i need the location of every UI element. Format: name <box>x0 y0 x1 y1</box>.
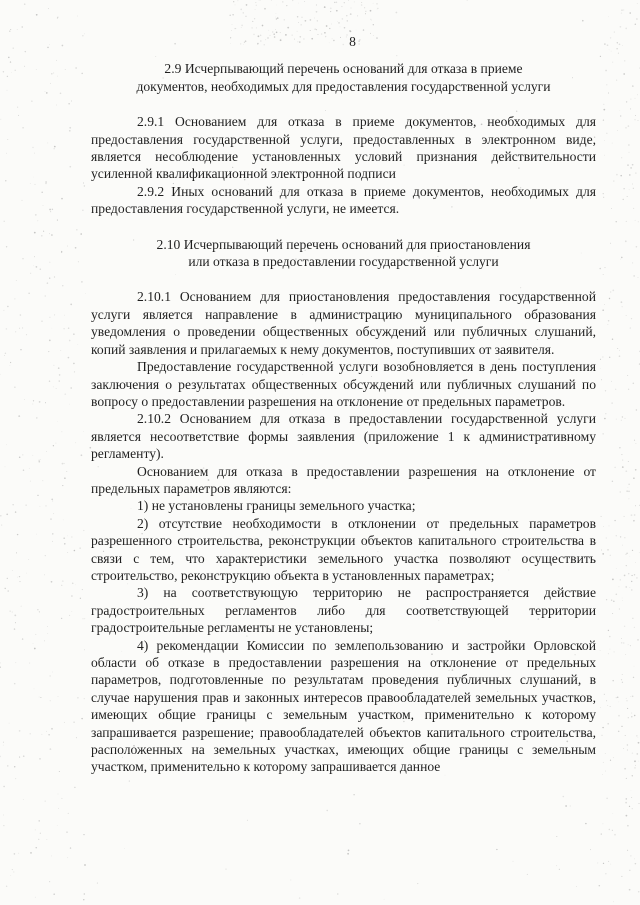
page-number: 8 <box>349 34 356 49</box>
heading-line: 2.9 Исчерпывающий перечень оснований для отказа в приеме <box>164 61 523 77</box>
heading-line: или отказа в предоставлении государственной услуги <box>188 254 499 270</box>
heading-line: 2.10 Исчерпывающий перечень оснований для приостановления <box>156 236 531 252</box>
heading-line: документов, необходимых для предоставления государственной услуги <box>136 78 551 94</box>
list-item-4: 4) рекомендации Комиссии по землепользованию и застройки Орловской области об отказе в предоставлении разрешения на отклонение от предельных параметров, подготовленные по результатам проведения публичных слушаний, в случае нарушения прав и законных интересов правообладателей земельных участков, имеющих общие границы с земельным участком, применительно к которому запрашивается разрешение; правообладателей объектов капитального строительства, расположенных на земельных участках, имеющих общие границы с земельным участком, применительно к которому запрашивается данное <box>91 637 596 775</box>
list-item-2: 2) отсутствие необходимости в отклонении от предельных параметров разрешенного строительства, реконструкции объектов капитального строительства в связи с тем, что характеристики земельного участка позволяют осуществить строительство, реконструкцию объекта в установленных параметрах; <box>91 515 596 583</box>
paragraph-2-9-2: 2.9.2 Иных оснований для отказа в приеме документов, необходимых для предоставления государственной услуги, не имеется. <box>91 183 596 217</box>
section-heading-2-10 <box>91 236 596 271</box>
paragraph-resumption: Предоставление государственной услуги возобновляется в день поступления заключения о результатах общественных обсуждений или публичных слушаний по вопросу о предоставлении разрешения на отклонение от предельных параметров. <box>91 359 596 409</box>
paragraph-2-10-2: 2.10.2 Основанием для отказа в предоставлении государственной услуги является несоответствие формы заявления (приложение 1 к административному регламенту). <box>91 411 596 462</box>
section-heading-2-9 <box>91 60 596 95</box>
list-item-1: 1) не установлены границы земельного участка; <box>137 498 416 514</box>
list-item-3: 3) на соответствующую территорию не распространяется действие градостроительных регламентов либо для соответствующей территории градостроительные регламенты не установлены; <box>91 585 596 636</box>
paragraph-2-9-1: 2.9.1 Основанием для отказа в приеме документов, необходимых для предоставления государственной услуги, предоставленных в электронном виде, является несоблюдение установленных условий признания действительности усиленной квалификационной электронной подписи <box>91 114 596 182</box>
document-body <box>91 33 596 776</box>
paragraph-refusal-grounds-intro: Основанием для отказа в предоставлении разрешения на отклонение от предельных параметров являются: <box>91 463 596 496</box>
paragraph-2-10-1: 2.10.1 Основанием для приостановления предоставления государственной услуги является направление в администрацию муниципального образования уведомления о проведении общественных обсуждений или публичных слушаний, копий заявления и прилагаемых к нему документов, поступивших от заявителя. <box>91 289 596 357</box>
